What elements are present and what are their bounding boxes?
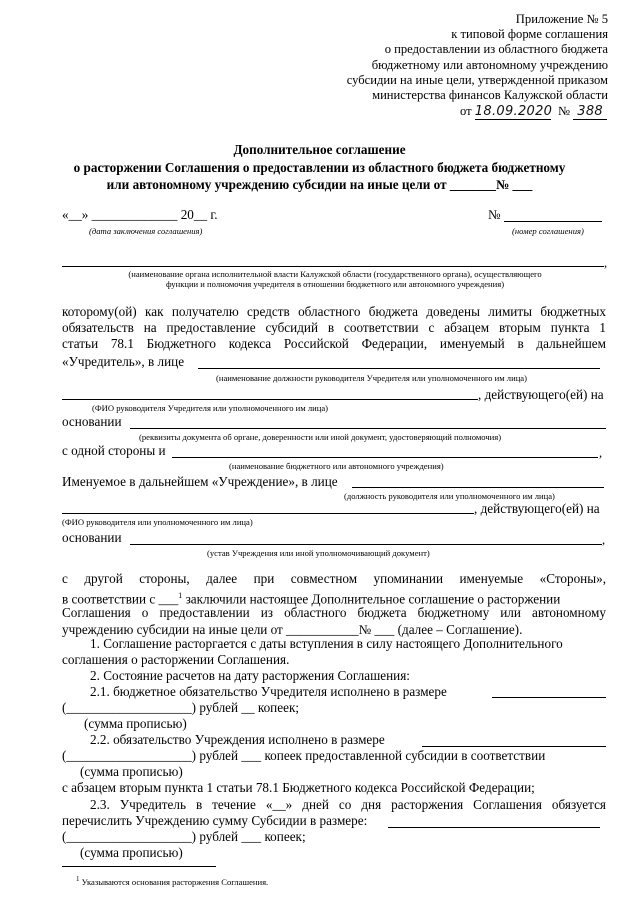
header-line: субсидии на иные цели, утвержденной приказом [346, 72, 608, 87]
agreement-date-caption: (дата заключения соглашения) [89, 226, 203, 236]
item-1: 1. Соглашение расторгается с даты вступления в силу настоящего Дополнительного соглашения о расторжении Соглашения. [62, 636, 563, 667]
agreement-number-line [504, 221, 602, 222]
item-2-1-amount-line [492, 697, 606, 698]
institution-fio-line [62, 513, 474, 514]
from-label: от [460, 104, 472, 118]
institution-position-line [352, 487, 604, 488]
header-line: министерства финансов Калужской области [372, 88, 608, 103]
handwritten-date: 18.09.2020 [474, 104, 553, 119]
title-line: Дополнительное соглашение [233, 142, 406, 157]
footnote-number: 1 [76, 875, 80, 883]
agreement-number-label: № [488, 207, 501, 222]
header-line: бюджетному или автономному учреждению [371, 57, 608, 72]
handwritten-number: 388 [573, 104, 607, 120]
item-2: 2. Состояние расчетов на дату расторжения Соглашения: [90, 668, 410, 683]
appendix-header [347, 12, 608, 103]
document-title [0, 141, 639, 194]
agreement-date: «__» _____________ 20__ г. [62, 207, 218, 222]
item-2-3-amount-line [388, 827, 600, 828]
organ-name-line [62, 266, 604, 267]
header-line: о предоставлении из областного бюджета [384, 42, 608, 57]
item-2-1: 2.1. бюджетное обязательство Учредителя исполнено в размере [90, 684, 447, 699]
organ-caption: (наименование органа исполнительной власти Калужской области (государственного органа), осуществляющего функции и полномочия учредителя в отношении бюджетного или автономного учреждения) [128, 269, 542, 289]
item-2-3: 2.3. Учредитель в течение «__» дней со дня расторжения Соглашения обязуется [90, 797, 606, 812]
footnote-ref: 1 [178, 591, 183, 600]
founder-position-line [198, 368, 600, 369]
footnote-separator [62, 866, 216, 867]
number-label: № [557, 104, 570, 118]
institution-name-line [172, 457, 598, 458]
item-2-2: 2.2. обязательство Учреждения исполнено в размере [90, 732, 385, 747]
institution-basis-line [130, 544, 602, 545]
title-line: или автономному учреждению субсидии на иные цели от _______№ ___ [106, 177, 533, 192]
order-date-row [460, 104, 607, 120]
footnote-text: Указываются основания расторжения Соглашения. [81, 876, 269, 887]
header-line: Приложение № 5 [515, 12, 608, 26]
footnote [76, 874, 268, 887]
founder-basis-line [130, 428, 606, 429]
paragraph-1: которому(ой) как получателю средств областного бюджета доведены лимиты бюджетных обязательств на предоставление субсидий в соответствии с абзацем вторым пункта 1 статьи 78.1 Бюджетного кодекса Российской Федерации, именуемый в дальнейшем [62, 304, 606, 351]
agreement-number-caption: (номер соглашения) [512, 226, 584, 236]
item-2-2-amount-line [422, 746, 606, 747]
founder-fio-line [62, 399, 478, 400]
paragraph-2: с другой стороны, далее при совместном упоминании именуемые «Стороны», в соответствии с ___$^1$ заключили настоящее Дополнительное соглашение о расторжении Соглашения о предоставлении из областного бюджета бюджетному или автономному учреждению субсидии на иные цели от ___________№ ___ (далее – Соглашение). [62, 571, 606, 637]
title-line: о расторжении Соглашения о предоставлении из областного бюджета бюджетному [73, 159, 566, 175]
header-line: к типовой форме соглашения [451, 27, 608, 42]
